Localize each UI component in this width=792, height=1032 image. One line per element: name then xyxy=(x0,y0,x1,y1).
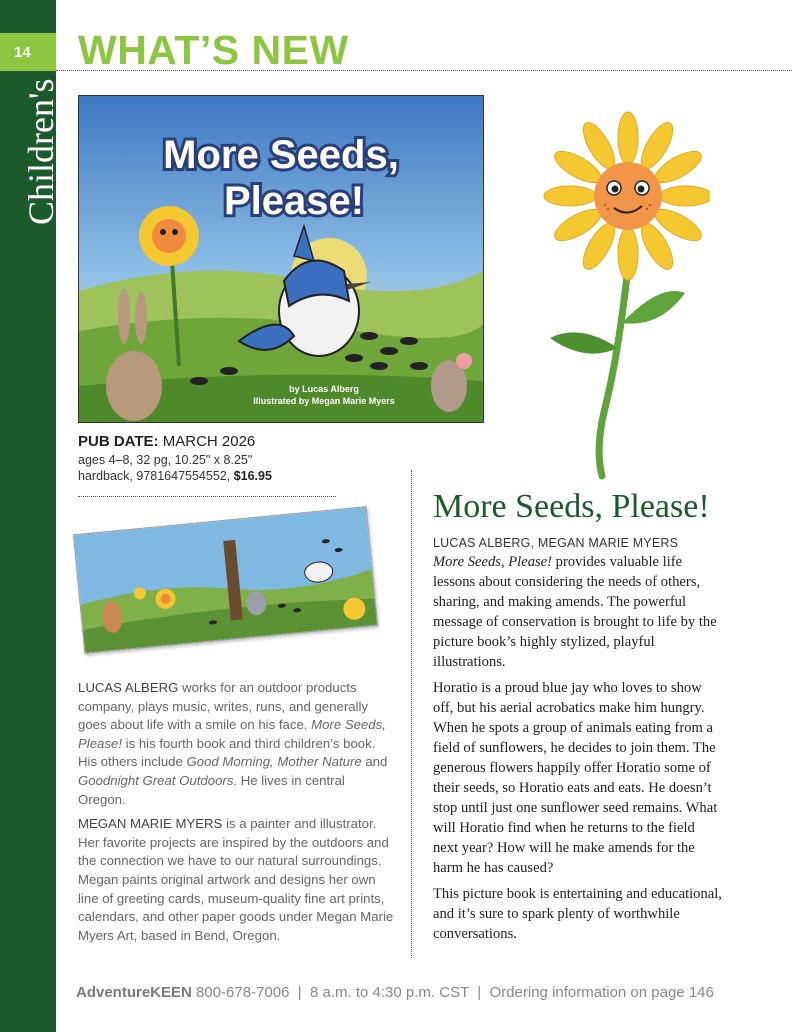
description-paragraph-3: This picture book is entertaining and educational, and it’s sure to spark plenty of worthwhile conversations. xyxy=(433,886,722,942)
footer-text: 800-678-7006 | 8 a.m. to 4:30 p.m. CST | Ordering information on page 146 xyxy=(191,984,714,1001)
author-bio-text: is his fourth book and third children’s book. His others include xyxy=(78,735,376,770)
description-text: provides valuable life lessons about considering the needs of others, sharing, and making amends. The powerful message of conservation is brought to life by the picture book’s highly stylized, playful illustrations. xyxy=(433,554,717,670)
sunflower-icon xyxy=(530,108,710,480)
author-bio-name: LUCAS ALBERG xyxy=(78,680,179,695)
book-title: More Seeds, Please! xyxy=(433,488,710,525)
specs-divider xyxy=(78,496,336,497)
illustrator-bio-text: is a painter and illustrator. Her favorite projects are inspired by the outdoors and the connection we have to our natural surroundings. Megan paints original artwork and designs her own line of greeting cards, museum-quality fine art prints, calendars, and other paper goods under Megan Marie Myers Art, based in Bend, Oregon. xyxy=(78,816,394,943)
book-specs xyxy=(78,453,272,484)
book-price: $16.95 xyxy=(233,468,272,483)
specs-line1: ages 4–8, 32 pg, 10.25" x 8.25" xyxy=(78,453,253,467)
book-authors: LUCAS ALBERG, MEGAN MARIE MYERS xyxy=(433,536,679,550)
author-bio-title: More Seeds, Please! xyxy=(78,717,386,751)
author-bio-title: Goodnight Great Outdoors xyxy=(78,772,234,788)
author-bio-text: works for an outdoor products company, plays music, writes, runs, and generally goes about life with a smile on his face. xyxy=(78,680,369,733)
spread-illustration xyxy=(74,507,377,653)
description-paragraph-1 xyxy=(433,552,723,672)
pub-date-value: MARCH 2026 xyxy=(162,433,256,450)
header-divider xyxy=(56,70,792,71)
cover-illustration xyxy=(79,96,483,422)
page-number: 14 xyxy=(14,44,31,61)
cover-title-line2: Please! xyxy=(223,179,365,223)
interior-spread-image xyxy=(73,506,378,654)
illustrator-bio-name: MEGAN MARIE MYERS xyxy=(78,816,223,832)
cover-illustrator-line: Illustrated by Megan Marie Myers xyxy=(253,396,395,406)
page-footer xyxy=(76,984,714,1001)
specs-line2-text: hardback, 9781647554552, xyxy=(78,468,231,483)
description-paragraph-2: Horatio is a proud blue jay who loves to show off, but his aerial acrobatics make him hungry. When he spots a group of animals eating from a field of sunflowers, he decides to join them. The generous flowers happily offer Horatio some of their seeds, so Horatio eats and eats. He doesn’t stop until just one sunflower seed remains. What will Horatio find when he returns to the field next year? How will he make amends for the harm he has caused? xyxy=(433,680,718,876)
pub-date-label: PUB DATE: xyxy=(78,433,159,450)
specs-line2 xyxy=(78,469,272,485)
pub-date xyxy=(78,433,255,450)
footer-brand: AdventureKEEN xyxy=(76,984,192,1001)
illustrator-bio xyxy=(78,815,394,945)
author-bio-text: and xyxy=(361,754,388,770)
description-title: More Seeds, Please! xyxy=(433,554,553,570)
author-bio xyxy=(78,679,394,809)
author-bio-title: Good Morning, Mother Nature xyxy=(186,754,362,770)
book-description xyxy=(433,552,723,950)
sunflower-illustration xyxy=(530,108,710,480)
section-label: Children's xyxy=(21,78,61,225)
column-divider xyxy=(411,470,412,958)
author-bio-text: . He lives in central Oregon. xyxy=(78,772,345,807)
cover-title-line1: More Seeds, xyxy=(163,133,399,177)
book-cover-image xyxy=(78,95,484,423)
contributor-bios xyxy=(78,679,394,951)
cover-byline: by Lucas Alberg xyxy=(289,384,359,394)
page-header: WHAT’S NEW xyxy=(78,27,349,73)
